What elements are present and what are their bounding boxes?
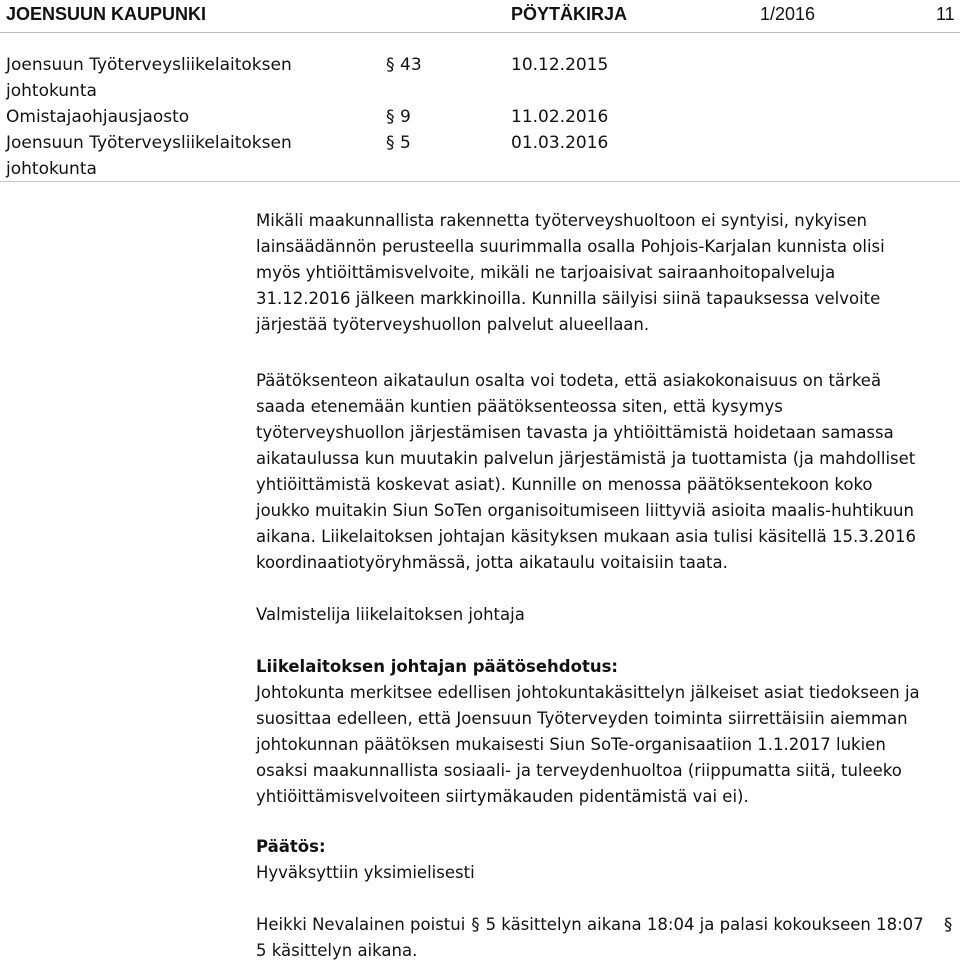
text-line: aikataulussa kun muutakin palvelun järjestämistä ja tuottamista (ja mahdolliset: [256, 449, 916, 468]
meeting-date: 01.03.2016: [511, 133, 609, 153]
body-name-cont: johtokunta: [6, 159, 97, 179]
page-number: 11: [936, 4, 955, 24]
body-name: Omistajaohjausjaosto: [6, 107, 190, 127]
preparer: Valmistelija liikelaitoksen johtaja: [256, 605, 525, 624]
text-line: Päätöksenteon aikataulun osalta voi todeta, että asiakokonaisuus on tärkeä: [256, 371, 882, 390]
header-divider: [0, 181, 960, 182]
meeting-references: [0, 52, 960, 182]
text-line: joukko muitakin Siun SoTen organisoitumiseen liittyviä asioita maalis-huhtikuun: [256, 501, 914, 520]
section-number: 43: [400, 55, 422, 75]
note-text: Heikki Nevalainen poistui: [256, 915, 466, 934]
text-line: saada etenemään kuntien päätöksenteossa siten, että kysymys: [256, 397, 783, 416]
org-name: JOENSUUN KAUPUNKI: [6, 4, 207, 24]
decision-section: [256, 834, 956, 886]
section-symbol: §: [386, 55, 395, 75]
text-line: suosittaa edelleen, että Joensuun Työterveyden toiminta siirrettäisiin aiemman: [256, 709, 908, 728]
text-line: koordinaatiotyöryhmässä, jotta aikataulu voitaisiin taata.: [256, 553, 728, 572]
text-line: järjestää työterveyshuollon palvelut alueellaan.: [256, 315, 650, 334]
text-line: myös yhtiöittämisvelvoite, mikäli ne tarjoaisivat sairaanhoitopalveluja: [256, 263, 836, 282]
attendance-note: [256, 912, 960, 964]
meeting-ref-row-cont: [0, 156, 960, 182]
text-line: lainsäädännön perusteella suurimmalla osalla Pohjois-Karjalan kunnista olisi: [256, 237, 885, 256]
note-line: 5 käsittelyn aikana.: [256, 941, 418, 960]
meeting-ref-row: [0, 52, 960, 78]
text-line: 31.12.2016 jälkeen markkinoilla. Kunnilla säilyisi siinä tapauksessa velvoite: [256, 289, 881, 308]
note-text: 5 käsittelyn aikana 18:04 ja palasi kokoukseen 18:07: [485, 915, 924, 934]
text-line: johtokunnan päätöksen mukaisesti Siun SoTe-organisaatiion 1.1.2017 lukien: [256, 735, 886, 754]
meeting-date: 10.12.2015: [511, 55, 609, 75]
section-number: 5: [400, 133, 411, 153]
decision-text: Hyväksyttiin yksimielisesti: [256, 863, 475, 882]
preparer-line: [256, 602, 956, 628]
document-number: 1/2016: [760, 4, 816, 24]
section-symbol: §: [944, 915, 953, 934]
body-name: Joensuun Työterveysliikelaitoksen: [6, 55, 292, 75]
paragraph-schedule: [256, 368, 956, 576]
meeting-ref-row-cont: [0, 78, 960, 104]
page-header: [0, 0, 960, 33]
text-line: työterveyshuollon järjestämisen tavasta ja yhtiöittämistä hoidetaan samassa: [256, 423, 894, 442]
section-number: 9: [400, 107, 411, 127]
body-name: Joensuun Työterveysliikelaitoksen: [6, 133, 292, 153]
text-line: Johtokunta merkitsee edellisen johtokuntakäsittelyn jälkeiset asiat tiedokseen ja: [256, 683, 920, 702]
text-line: yhtiöittämisvelvoiteen siirtymäkauden pidentämistä vai ei).: [256, 787, 749, 806]
meeting-ref-row: [0, 130, 960, 156]
text-line: osaksi maakunnallista sosiaali- ja terveydenhuoltoa (riippumatta siitä, tuleeko: [256, 761, 902, 780]
section-symbol: §: [386, 107, 395, 127]
proposal-heading: Liikelaitoksen johtajan päätösehdotus:: [256, 657, 618, 676]
note-line: [256, 912, 960, 938]
meeting-date: 11.02.2016: [511, 107, 609, 127]
paragraph-background: [256, 208, 956, 338]
proposal-section: [256, 654, 956, 810]
meeting-ref-row: [0, 104, 960, 130]
section-symbol: §: [386, 133, 395, 153]
text-line: yhtiöittämistä koskevat asiat). Kunnille on menossa päätöksentekoon koko: [256, 475, 873, 494]
text-line: Mikäli maakunnallista rakennetta työterveyshuoltoon ei syntyisi, nykyisen: [256, 211, 867, 230]
body-name-cont: johtokunta: [6, 81, 97, 101]
text-line: aikana. Liikelaitoksen johtajan käsityksen mukaan asia tulisi käsitellä 15.3.2016: [256, 527, 916, 546]
document-type: PÖYTÄKIRJA: [511, 4, 628, 24]
section-symbol: §: [471, 915, 480, 934]
decision-heading: Päätös:: [256, 837, 326, 856]
